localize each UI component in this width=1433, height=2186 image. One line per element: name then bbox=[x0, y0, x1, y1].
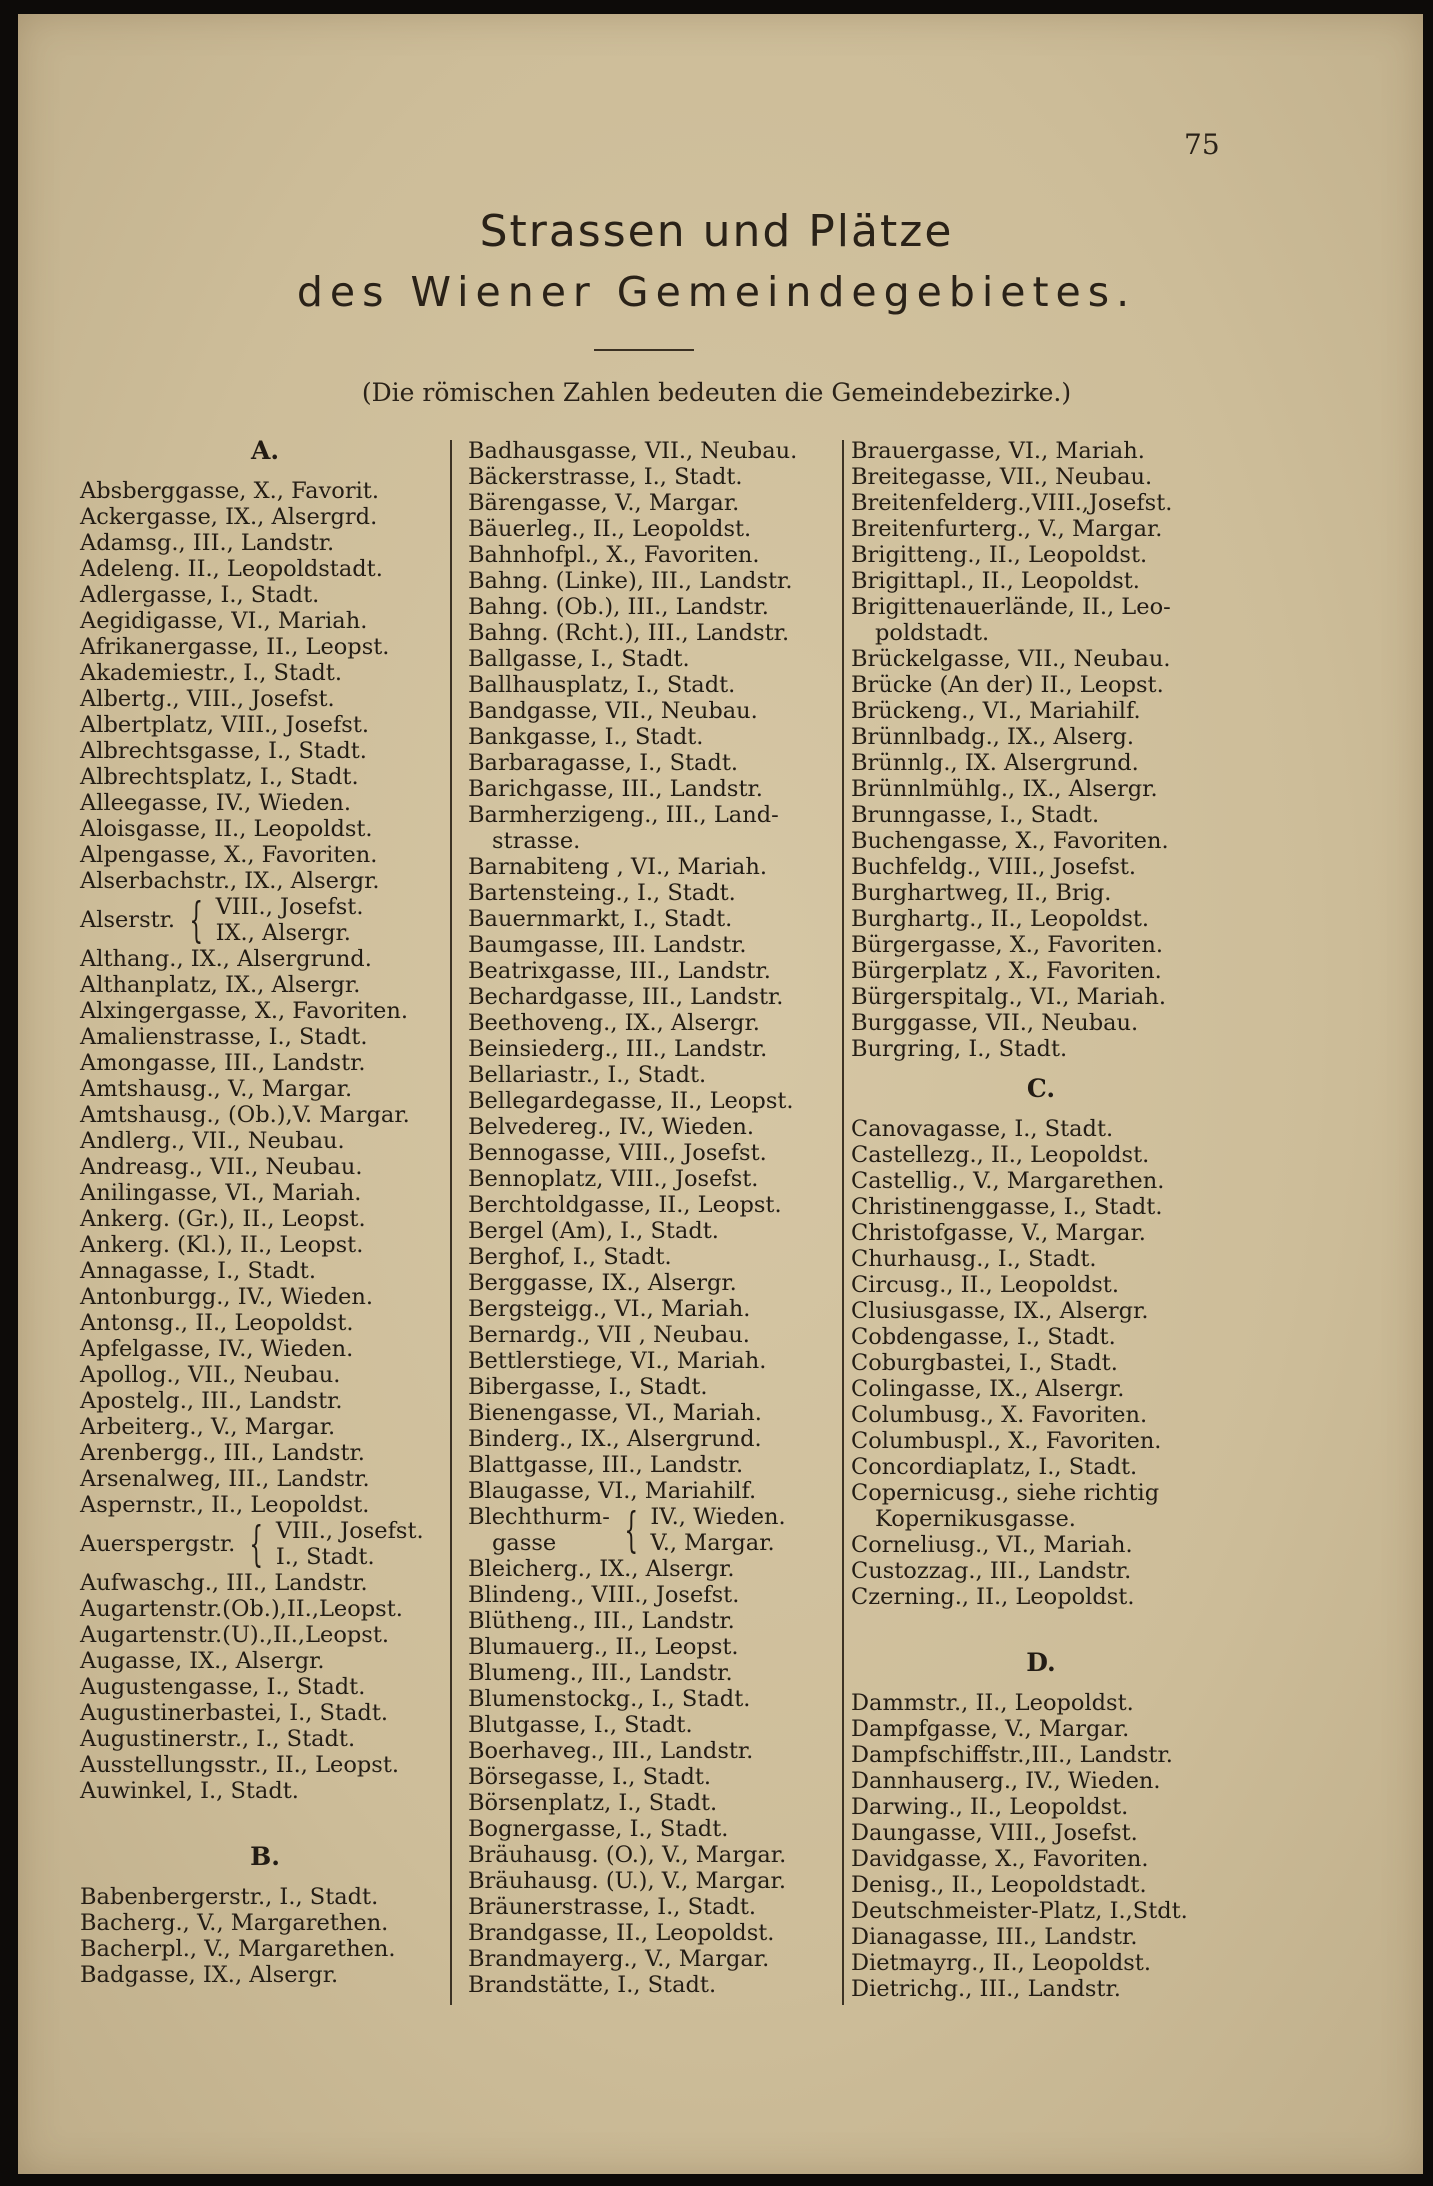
street-entry: Bürgerplatz , X., Favoriten. bbox=[851, 958, 1162, 984]
street-entry: Brauergasse, VI., Mariah. bbox=[851, 438, 1145, 464]
entry-list-b4 bbox=[851, 438, 1231, 620]
street-entry: Burghartweg, II., Brig. bbox=[851, 880, 1112, 906]
title-line-1: Strassen und Plätze bbox=[479, 206, 954, 257]
street-entry: Ankerg. (Gr.), II., Leopst. bbox=[80, 1206, 366, 1232]
street-entry: Badhausgasse, VII., Neubau. bbox=[468, 438, 798, 464]
street-entry: Augustinerstr., I., Stadt. bbox=[80, 1726, 356, 1752]
street-entry: Barnabiteng , VI., Mariah. bbox=[468, 854, 767, 880]
entry-list-b5 bbox=[851, 646, 1231, 1062]
section-letter-c: C. bbox=[1026, 1074, 1056, 1103]
street-entry: Beethoveng., IX., Alsergr. bbox=[468, 1010, 760, 1036]
street-entry: Columbusg., X. Favoriten. bbox=[851, 1402, 1148, 1428]
street-entry: Brünnlg., IX. Alsergrund. bbox=[851, 750, 1139, 776]
street-entry: Bräuhausg. (O.), V., Margar. bbox=[468, 1842, 787, 1868]
brace-icon: { bbox=[189, 892, 204, 948]
street-entry: Augasse, IX., Alsergr. bbox=[80, 1648, 325, 1674]
street-entry: Dietmayrg., II., Leopoldst. bbox=[851, 1950, 1151, 1976]
street-entry: Buchfeldg., VIII., Josefst. bbox=[851, 854, 1137, 880]
street-entry: Binderg., IX., Alsergrund. bbox=[468, 1426, 762, 1452]
street-entry: Custozzag., III., Landstr. bbox=[851, 1558, 1132, 1584]
entry-base: gasse bbox=[492, 1530, 557, 1556]
section-letter-d: D. bbox=[1026, 1648, 1056, 1677]
street-entry: Amtshausg., V., Margar. bbox=[80, 1076, 353, 1102]
street-entry: Annagasse, I., Stadt. bbox=[80, 1258, 316, 1284]
street-entry: Bechardgasse, III., Landstr. bbox=[468, 984, 784, 1010]
street-entry: Ballgasse, I., Stadt. bbox=[468, 646, 690, 672]
street-entry: Amongasse, III., Landstr. bbox=[80, 1050, 366, 1076]
street-entry: Dampfgasse, V., Margar. bbox=[851, 1716, 1130, 1742]
street-entry: Burggasse, VII., Neubau. bbox=[851, 1010, 1139, 1036]
street-entry: Beinsiederg., III., Landstr. bbox=[468, 1036, 768, 1062]
street-entry: Albrechtsplatz, I., Stadt. bbox=[80, 764, 359, 790]
street-entry: Ausstellungsstr., II., Leopst. bbox=[80, 1752, 400, 1778]
street-entry: Bognergasse, I., Stadt. bbox=[468, 1816, 729, 1842]
street-entry: Belvedereg., IV., Wieden. bbox=[468, 1114, 754, 1140]
street-entry: Anilingasse, VI., Mariah. bbox=[80, 1180, 362, 1206]
street-entry: Albertplatz, VIII., Josefst. bbox=[80, 712, 370, 738]
title-line-2: des Wiener Gemeindegebietes. bbox=[296, 268, 1137, 316]
street-entry: Augustinerbastei, I., Stadt. bbox=[80, 1700, 389, 1726]
street-entry: Circusg., II., Leopoldst. bbox=[851, 1272, 1119, 1298]
street-entry: Bacherg., V., Margarethen. bbox=[80, 1910, 389, 1936]
entry-sub: IV., Wieden. bbox=[650, 1504, 786, 1530]
street-entry: Breitegasse, VII., Neubau. bbox=[851, 464, 1153, 490]
entry-continuation: poldstadt. bbox=[875, 620, 990, 646]
entry-alserstr bbox=[80, 894, 450, 946]
street-entry: Clusiusgasse, IX., Alsergr. bbox=[851, 1298, 1149, 1324]
column-divider-1 bbox=[450, 440, 452, 2005]
column-1 bbox=[80, 438, 450, 1988]
street-entry: Ballhausplatz, I., Stadt. bbox=[468, 672, 736, 698]
street-entry: Bergsteigg., VI., Mariah. bbox=[468, 1296, 751, 1322]
street-entry: Brandgasse, II., Leopoldst. bbox=[468, 1920, 775, 1946]
entry-list-a2 bbox=[80, 946, 450, 1518]
street-entry: Canovagasse, I., Stadt. bbox=[851, 1116, 1114, 1142]
street-entry: Brigittapl., II., Leopoldst. bbox=[851, 568, 1140, 594]
street-entry: Dianagasse, III., Landstr. bbox=[851, 1924, 1138, 1950]
street-entry: Ankerg. (Kl.), II., Leopst. bbox=[80, 1232, 364, 1258]
street-entry: Berchtoldgasse, II., Leopst. bbox=[468, 1192, 782, 1218]
street-entry: Dannhauserg., IV., Wieden. bbox=[851, 1768, 1161, 1794]
street-entry: Afrikanergasse, II., Leopst. bbox=[80, 634, 390, 660]
street-entry: Daungasse, VIII., Josefst. bbox=[851, 1820, 1138, 1846]
street-entry: Brunngasse, I., Stadt. bbox=[851, 802, 1100, 828]
street-entry: Copernicusg., siehe richtig bbox=[851, 1480, 1160, 1506]
street-entry: Alxingergasse, X., Favoriten. bbox=[80, 998, 409, 1024]
section-letter-a: A. bbox=[250, 436, 280, 465]
street-entry: Berghof, I., Stadt. bbox=[468, 1244, 672, 1270]
street-entry: Bräuhausg. (U.), V., Margar. bbox=[468, 1868, 786, 1894]
entry-list-c1 bbox=[851, 1116, 1231, 1506]
street-entry: Corneliusg., VI., Mariah. bbox=[851, 1532, 1133, 1558]
column-3 bbox=[851, 438, 1231, 2002]
street-entry: Bahnhofpl., X., Favoriten. bbox=[468, 542, 760, 568]
street-entry: Castellig., V., Margarethen. bbox=[851, 1168, 1165, 1194]
street-entry: Althanplatz, IX., Alsergr. bbox=[80, 972, 361, 998]
street-entry: Blumenstockg., I., Stadt. bbox=[468, 1686, 751, 1712]
street-entry: Apfelgasse, IV., Wieden. bbox=[80, 1336, 354, 1362]
street-entry: Antonburgg., IV., Wieden. bbox=[80, 1284, 373, 1310]
street-entry: Apollog., VII., Neubau. bbox=[80, 1362, 341, 1388]
entry-list-b bbox=[80, 1884, 450, 1988]
street-entry: Bärengasse, V., Margar. bbox=[468, 490, 740, 516]
street-entry: Boerhaveg., III., Landstr. bbox=[468, 1738, 754, 1764]
street-entry: Blütheng., III., Landstr. bbox=[468, 1608, 735, 1634]
street-entry: Bräunerstrasse, I., Stadt. bbox=[468, 1894, 757, 1920]
entry-list-b3 bbox=[468, 1556, 848, 1998]
street-entry: Concordiaplatz, I., Stadt. bbox=[851, 1454, 1138, 1480]
street-entry: Brückeng., VI., Mariahilf. bbox=[851, 698, 1141, 724]
street-entry: Bauernmarkt, I., Stadt. bbox=[468, 906, 733, 932]
street-entry: Alserbachstr., IX., Alsergr. bbox=[80, 868, 380, 894]
subtitle: (Die römischen Zahlen bedeuten die Gemeindebezirke.) bbox=[361, 378, 1072, 407]
street-entry: Breitenfurterg., V., Margar. bbox=[851, 516, 1163, 542]
street-entry: Colingasse, IX., Alsergr. bbox=[851, 1376, 1125, 1402]
street-entry: Aspernstr., II., Leopoldst. bbox=[80, 1492, 370, 1518]
street-entry: Christofgasse, V., Margar. bbox=[851, 1220, 1146, 1246]
street-entry: Deutschmeister-Platz, I.,Stdt. bbox=[851, 1898, 1188, 1924]
street-entry: Aegidigasse, VI., Mariah. bbox=[80, 608, 368, 634]
street-entry: Bacherpl., V., Margarethen. bbox=[80, 1936, 396, 1962]
street-entry: Bennoplatz, VIII., Josefst. bbox=[468, 1166, 759, 1192]
street-entry: Apostelg., III., Landstr. bbox=[80, 1388, 343, 1414]
street-entry: Blattgasse, III., Landstr. bbox=[468, 1452, 744, 1478]
street-entry: Breitenfelderg.,VIII.,Josefst. bbox=[851, 490, 1173, 516]
street-entry: Bäckerstrasse, I., Stadt. bbox=[468, 464, 743, 490]
street-entry: Brandstätte, I., Stadt. bbox=[468, 1972, 717, 1998]
street-entry: Auwinkel, I., Stadt. bbox=[80, 1778, 299, 1804]
street-entry: Brücke (An der) II., Leopst. bbox=[851, 672, 1164, 698]
street-entry: Burghartg., II., Leopoldst. bbox=[851, 906, 1150, 932]
street-entry: Bergel (Am), I., Stadt. bbox=[468, 1218, 719, 1244]
street-entry: Churhausg., I., Stadt. bbox=[851, 1246, 1097, 1272]
street-entry: Davidgasse, X., Favoriten. bbox=[851, 1846, 1149, 1872]
street-entry: Dammstr., II., Leopoldst. bbox=[851, 1690, 1134, 1716]
street-entry: Bettlerstiege, VI., Mariah. bbox=[468, 1348, 767, 1374]
street-entry: Bahng. (Ob.), III., Landstr. bbox=[468, 594, 769, 620]
entry-base: Blechthurm- bbox=[468, 1504, 610, 1530]
street-entry: Aufwaschg., III., Landstr. bbox=[80, 1570, 368, 1596]
street-entry: Ackergasse, IX., Alsergrd. bbox=[80, 504, 378, 530]
entry-sub: V., Margar. bbox=[650, 1530, 775, 1556]
street-entry: Bennogasse, VIII., Josefst. bbox=[468, 1140, 767, 1166]
street-entry: Brigittenauerlände, II., Leo- bbox=[851, 594, 1171, 620]
street-entry: Bandgasse, VII., Neubau. bbox=[468, 698, 758, 724]
street-entry: Bürgergasse, X., Favoriten. bbox=[851, 932, 1163, 958]
street-entry: Cobdengasse, I., Stadt. bbox=[851, 1324, 1116, 1350]
street-entry: Christinenggasse, I., Stadt. bbox=[851, 1194, 1163, 1220]
entry-base: Auerspergstr. bbox=[80, 1531, 236, 1557]
street-entry: Buchengasse, X., Favoriten. bbox=[851, 828, 1169, 854]
street-entry: Althang., IX., Alsergrund. bbox=[80, 946, 372, 972]
street-entry: Arbeiterg., V., Margar. bbox=[80, 1414, 336, 1440]
street-entry: Columbuspl., X., Favoriten. bbox=[851, 1428, 1162, 1454]
street-entry: Aloisgasse, II., Leopoldst. bbox=[80, 816, 373, 842]
entry-sub: VIII., Josefst. bbox=[215, 894, 364, 920]
entry-list-a1 bbox=[80, 478, 450, 894]
brace-icon: { bbox=[249, 1516, 264, 1572]
entry-sub: IX., Alsergr. bbox=[215, 920, 351, 946]
street-entry: Augartenstr.(Ob.),II.,Leopst. bbox=[80, 1596, 403, 1622]
street-entry: Alleegasse, IV., Wieden. bbox=[80, 790, 352, 816]
street-entry: Barbaragasse, I., Stadt. bbox=[468, 750, 739, 776]
street-entry: Albrechtsgasse, I., Stadt. bbox=[80, 738, 367, 764]
title-rule bbox=[594, 349, 694, 351]
street-entry: Andreasg., VII., Neubau. bbox=[80, 1154, 363, 1180]
page-number: 75 bbox=[1184, 128, 1220, 161]
street-entry: Brigitteng., II., Leopoldst. bbox=[851, 542, 1148, 568]
street-entry: Babenbergerstr., I., Stadt. bbox=[80, 1884, 379, 1910]
entry-list-b1 bbox=[468, 438, 848, 828]
entry-continuation: strasse. bbox=[492, 828, 581, 854]
street-entry: Augustengasse, I., Stadt. bbox=[80, 1674, 366, 1700]
street-entry: Alpengasse, X., Favoriten. bbox=[80, 842, 378, 868]
street-entry: Albertg., VIII., Josefst. bbox=[80, 686, 335, 712]
street-entry: Bahng. (Linke), III., Landstr. bbox=[468, 568, 793, 594]
street-entry: Bibergasse, I., Stadt. bbox=[468, 1374, 708, 1400]
street-entry: Barmherzigeng., III., Land- bbox=[468, 802, 779, 828]
street-entry: Dampfschiffstr.,III., Landstr. bbox=[851, 1742, 1173, 1768]
street-entry: Denisg., II., Leopoldstadt. bbox=[851, 1872, 1147, 1898]
street-entry: Beatrixgasse, III., Landstr. bbox=[468, 958, 771, 984]
street-entry: Arenbergg., III., Landstr. bbox=[80, 1440, 365, 1466]
brace-icon: { bbox=[624, 1502, 639, 1558]
entry-list-a3 bbox=[80, 1570, 450, 1804]
entry-list-b2 bbox=[468, 854, 848, 1504]
street-entry: Börsegasse, I., Stadt. bbox=[468, 1764, 712, 1790]
street-entry: Brückelgasse, VII., Neubau. bbox=[851, 646, 1171, 672]
street-entry: Börsenplatz, I., Stadt. bbox=[468, 1790, 718, 1816]
street-entry: Dietrichg., III., Landstr. bbox=[851, 1976, 1121, 2002]
street-entry: Adeleng. II., Leopoldstadt. bbox=[80, 556, 383, 582]
entry-list-d bbox=[851, 1690, 1231, 2002]
street-entry: Czerning., II., Leopoldst. bbox=[851, 1584, 1135, 1610]
street-entry: Augartenstr.(U).,II.,Leopst. bbox=[80, 1622, 390, 1648]
street-entry: Bellegardegasse, II., Leopst. bbox=[468, 1088, 794, 1114]
column-2 bbox=[468, 438, 848, 1998]
street-entry: Baumgasse, III. Landstr. bbox=[468, 932, 747, 958]
section-letter-b: B. bbox=[250, 1842, 280, 1871]
street-entry: Burgring, I., Stadt. bbox=[851, 1036, 1068, 1062]
entry-list-c2 bbox=[851, 1532, 1231, 1610]
street-entry: Antonsg., II., Leopoldst. bbox=[80, 1310, 354, 1336]
street-entry: Bellariastr., I., Stadt. bbox=[468, 1062, 707, 1088]
street-entry: Bernardg., VII , Neubau. bbox=[468, 1322, 750, 1348]
street-entry: Amalienstrasse, I., Stadt. bbox=[80, 1024, 368, 1050]
street-entry: Bienengasse, VI., Mariah. bbox=[468, 1400, 762, 1426]
street-entry: Blaugasse, VI., Mariahilf. bbox=[468, 1478, 757, 1504]
street-entry: Bäuerleg., II., Leopoldst. bbox=[468, 516, 752, 542]
street-entry: Castellezg., II., Leopoldst. bbox=[851, 1142, 1150, 1168]
entry-sub: I., Stadt. bbox=[275, 1544, 375, 1570]
street-entry: Darwing., II., Leopoldst. bbox=[851, 1794, 1129, 1820]
entry-base: Alserstr. bbox=[80, 907, 176, 933]
entry-sub: VIII., Josefst. bbox=[275, 1518, 424, 1544]
street-entry: Bartensteing., I., Stadt. bbox=[468, 880, 736, 906]
street-entry: Brünnlbadg., IX., Alserg. bbox=[851, 724, 1135, 750]
street-entry: Brünnlmühlg., IX., Alsergr. bbox=[851, 776, 1158, 802]
entry-continuation: Kopernikusgasse. bbox=[875, 1506, 1076, 1532]
street-entry: Bürgerspitalg., VI., Mariah. bbox=[851, 984, 1166, 1010]
street-entry: Blumauerg., II., Leopst. bbox=[468, 1634, 739, 1660]
entry-blechthurmgasse bbox=[468, 1504, 848, 1556]
street-entry: Badgasse, IX., Alsergr. bbox=[80, 1962, 339, 1988]
street-entry: Blumeng., III., Landstr. bbox=[468, 1660, 733, 1686]
street-entry: Amtshausg., (Ob.),V. Margar. bbox=[80, 1102, 410, 1128]
street-entry: Bankgasse, I., Stadt. bbox=[468, 724, 704, 750]
street-entry: Blindeng., VIII., Josefst. bbox=[468, 1582, 740, 1608]
street-entry: Barichgasse, III., Landstr. bbox=[468, 776, 763, 802]
street-entry: Brandmayerg., V., Margar. bbox=[468, 1946, 770, 1972]
street-entry: Arsenalweg, III., Landstr. bbox=[80, 1466, 370, 1492]
street-entry: Adamsg., III., Landstr. bbox=[80, 530, 335, 556]
street-entry: Bleicherg., IX., Alsergr. bbox=[468, 1556, 735, 1582]
street-entry: Akademiestr., I., Stadt. bbox=[80, 660, 343, 686]
entry-auerspergstr bbox=[80, 1518, 450, 1570]
street-entry: Andlerg., VII., Neubau. bbox=[80, 1128, 345, 1154]
street-entry: Berggasse, IX., Alsergr. bbox=[468, 1270, 737, 1296]
street-entry: Bahng. (Rcht.), III., Landstr. bbox=[468, 620, 790, 646]
street-entry: Adlergasse, I., Stadt. bbox=[80, 582, 320, 608]
street-entry: Coburgbastei, I., Stadt. bbox=[851, 1350, 1118, 1376]
street-entry: Absberggasse, X., Favorit. bbox=[80, 478, 379, 504]
street-entry: Blutgasse, I., Stadt. bbox=[468, 1712, 693, 1738]
